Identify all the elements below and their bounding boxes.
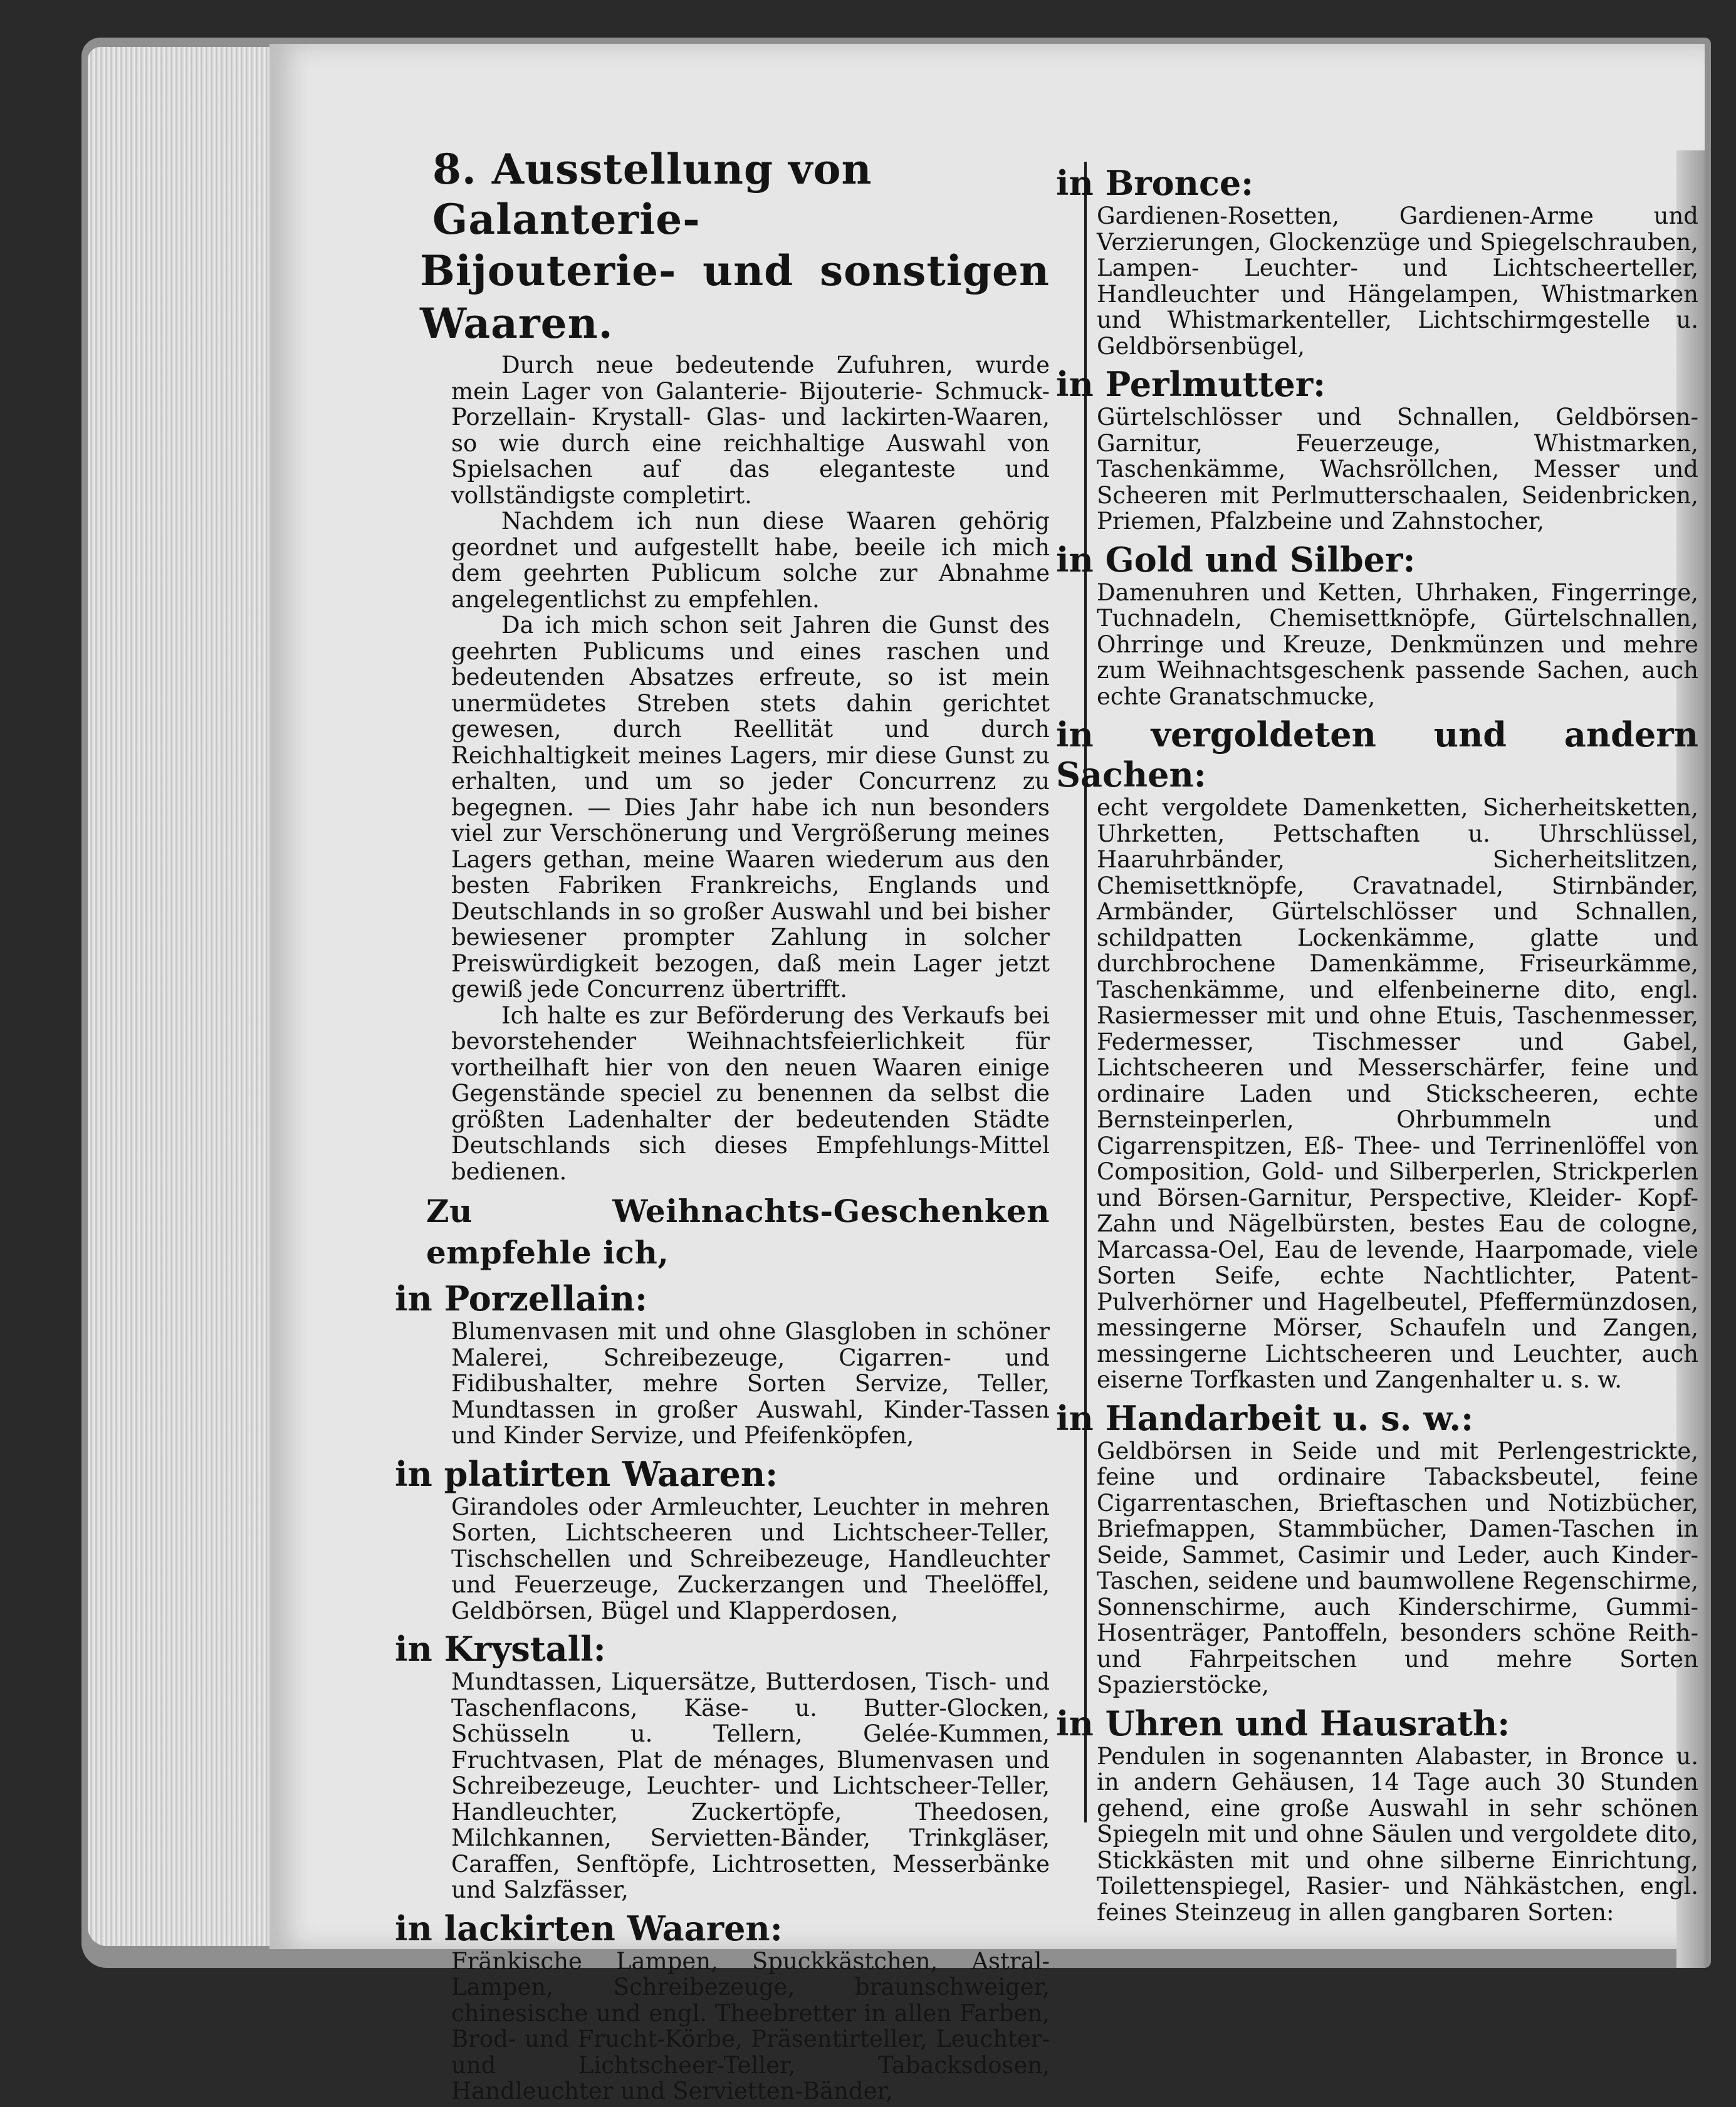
category-items: Mundtassen, Liquersätze, Butterdosen, Tisch- und Taschenflacons, Käse- u. Butter-Glocken, Schüsseln u. Tellern, Gelée-Kummen, Fruchtvasen, Plat de ménages, Blumenvasen und Schreibezeuge, Leuchter- und Lichtscheer-Teller, Handleuchter, Zuckertöpfe, Theedosen, Milchkannen, Servietten-Bänder, Trinkgläser, Caraffen, Senftöpfe, Lichtrosetten, Messerbänke und Salzfässer, (451, 1668, 1050, 1903)
category-items: Damenuhren und Ketten, Uhrhaken, Fingerringe, Tuchnadeln, Chemisettknöpfe, Gürtelschnallen, Ohrringe und Kreuze, Denkmünzen und mehre zum Weihnachtsgeschenk passende Sachen, auch echte Granatschmucke, (1097, 578, 1698, 710)
paragraph: Nachdem ich nun diese Waaren gehörig geordnet und aufgestellt habe, beeile ich mich dem geehrten Publicum solche zur Abnahme angelegentlichst zu empfehlen. (451, 508, 1050, 613)
lead-heading: Zu Weihnachts-Geschenken empfehle ich, (426, 1193, 1050, 1271)
section-number: 8. (432, 145, 477, 194)
category-heading: in Perlmutter: (1056, 364, 1326, 404)
right-column (1056, 107, 1698, 1928)
category-items: Girandoles oder Armleuchter, Leuchter in mehren Sorten, Lichtscheeren und Lichtscheer-Teller, Tischschellen und Schreibezeuge, Handleuchter und Feuerzeuge, Zuckerzangen und Theelöffel, Geldbörsen, Bügel und Klapperdosen, (451, 1493, 1050, 1624)
category-heading: in Bronce: (1056, 163, 1254, 203)
category-heading: in Handarbeit u. s. w.: (1056, 1398, 1474, 1438)
category-heading: in Uhren und Hausrath: (1056, 1703, 1510, 1744)
left-column (395, 107, 1050, 2107)
category-items: Gürtelschlösser und Schnallen, Geldbörsen-Garnitur, Feuerzeuge, Whistmarken, Taschenkämme, Wachsröllchen, Messer und Scheeren mit Perlmutterschaalen, Seidenbricken, Priemen, Pfalzbeine und Zahnstocher, (1097, 404, 1698, 535)
paragraph: Ich halte es zur Beförderung des Verkaufs bei bevorstehender Weihnachtsfeierlichkeit für vortheilhaft hier von den neuen Waaren einige Gegenstände speciel zu benennen da selbst die größten Ladenhalter der bedeutenden Städte Deutschlands sich dieses Empfehlungs-Mittel bedienen. (451, 1001, 1050, 1185)
category-items: echt vergoldete Damenketten, Sicherheitsketten, Uhrketten, Pettschaften u. Uhrschlüssel, Haaruhrbänder, Sicherheitslitzen, Chemisettknöpfe, Cravatnadel, Stirnbänder, Armbänder, Gürtelschlösser und Schnallen, schildpatten Lockenkämme, glatte und durchbrochene Damenkämme, Friseurkämme, Taschenkämme, und elfenbeinerne dito, engl. Rasiermesser mit und ohne Etuis, Taschenmesser, Federmesser, Tischmesser und Gabel, Lichtscheeren und Messerschärfer, feine und ordinaire Laden und Stickscheeren, echte Bernsteinperlen, Ohrbummeln und Cigarrenspitzen, Eß- Thee- und Terrinenlöffel von Composition, Gold- und Silberperlen, Strickperlen und Börsen-Garnitur, Perspective, Kleider- Kopf- Zahn und Nägelbürsten, bestes Eau de cologne, Marcassa-Oel, Eau de levende, Haarpomade, viele Sorten Seife, echte Nachtlichter, Patent-Pulverhörner und Hagelbeutel, Pfeffermünzdosen, messingerne Mörser, Schaufeln und Zangen, messingerne Lichtscheeren und Leuchter, auch eiserne Torfkasten und Zangenhalter u. s. w. (1097, 794, 1698, 1393)
category-heading: in Porzellain: (395, 1278, 647, 1319)
category-heading: in Krystall: (395, 1629, 606, 1669)
category-heading: in lackirten Waaren: (395, 1908, 783, 1948)
category-items: Gardienen-Rosetten, Gardienen-Arme und Verzierungen, Glockenzüge und Spiegelschrauben, Lampen- Leuchter- und Lichtscheerteller, Handleuchter und Hängelampen, Whistmarken und Whistmarkenteller, Lichtschirmgestelle u. Geldbörsenbügel, (1097, 202, 1698, 360)
section-title (432, 144, 1050, 244)
category-items: Geldbörsen in Seide und mit Perlengestrickte, feine und ordinaire Tabacksbeutel, feine Cigarrentaschen, Brieftaschen und Notizbücher, Briefmappen, Stammbücher, Damen-Taschen in Seide, Sammet, Casimir und Leder, auch Kinder-Taschen, seidene und baumwollene Regenschirme, Sonnenschirme, auch Kinderschirme, Gummi-Hosenträger, Pantoffeln, besonders schöne Reith- und Fahrpeitschen und mehre Sorten Spazierstöcke, (1097, 1437, 1698, 1698)
paragraph: Durch neue bedeutende Zufuhren, wurde mein Lager von Galanterie- Bijouterie- Schmuck- Porzellain- Krystall- Glas- und lackirten-Waaren, so wie durch eine reichhaltige Auswahl von Spielsachen auf das eleganteste und vollständigste completirt. (451, 352, 1050, 509)
category-items: Pendulen in sogenannten Alabaster, in Bronce u. in andern Gehäusen, 14 Tage auch 30 Stunden gehend, eine große Auswahl in sehr schönen Spiegeln mit und ohne Säulen und vergoldete dito, Stickkästen mit und ohne silberne Einrichtung, Toilettenspiegel, Rasier- und Nähkästchen, engl. feines Steinzeug in allen gangbaren Sorten: (1097, 1742, 1698, 1926)
category-items: Fränkische Lampen, Spuckkästchen, Astral-Lampen, Schreibezeuge, braunschweiger, chinesische und engl. Theebretter in allen Farben, Brod- und Frucht-Körbe, Präsentirteller, Leuchter- und Lichtscheer-Teller, Tabacksdosen, Handleuchter und Servietten-Bänder, (451, 1947, 1050, 2104)
page-edges (88, 47, 295, 1946)
category-items: Blumenvasen mit und ohne Glasgloben in schöner Malerei, Schreibezeuge, Cigarren- und Fidibushalter, mehre Sorten Servize, Teller, Mundtassen in großer Auswahl, Kinder-Tassen und Kinder Servize, und Pfeifenköpfen, (451, 1318, 1050, 1449)
paragraph: Da ich mich schon seit Jahren die Gunst des geehrten Publicums und eines raschen und bedeutenden Absatzes erfreute, so ist mein unermüdetes Streben stets dahin gerichtet gewesen, durch Reellität und durch Reichhaltigkeit meines Lagers, mir diese Gunst zu erhalten, und um so jeder Concurrenz zu begegnen. — Dies Jahr habe ich nun besonders viel zur Verschönerung und Vergrößerung meines Lagers gethan, meine Waaren wiederum aus den besten Fabriken Frankreichs, Englands und Deutschlands in so großer Auswahl und bei bisher bewiesener prompter Zahlung in solcher Preiswürdigkeit bezogen, daß mein Lager jetzt gewiß jede Concurrenz übertrifft. (451, 612, 1050, 1003)
category-heading: in Gold und Silber: (1056, 539, 1416, 580)
category-heading: in vergoldeten und andern Sachen: (1056, 714, 1698, 795)
column-rule (1084, 162, 1087, 1822)
section-title-line2: Bijouterie- und sonstigen Waaren. (420, 246, 1050, 348)
section-title-line1: Ausstellung von Galanterie- (432, 145, 872, 244)
category-heading: in platirten Waaren: (395, 1453, 778, 1494)
